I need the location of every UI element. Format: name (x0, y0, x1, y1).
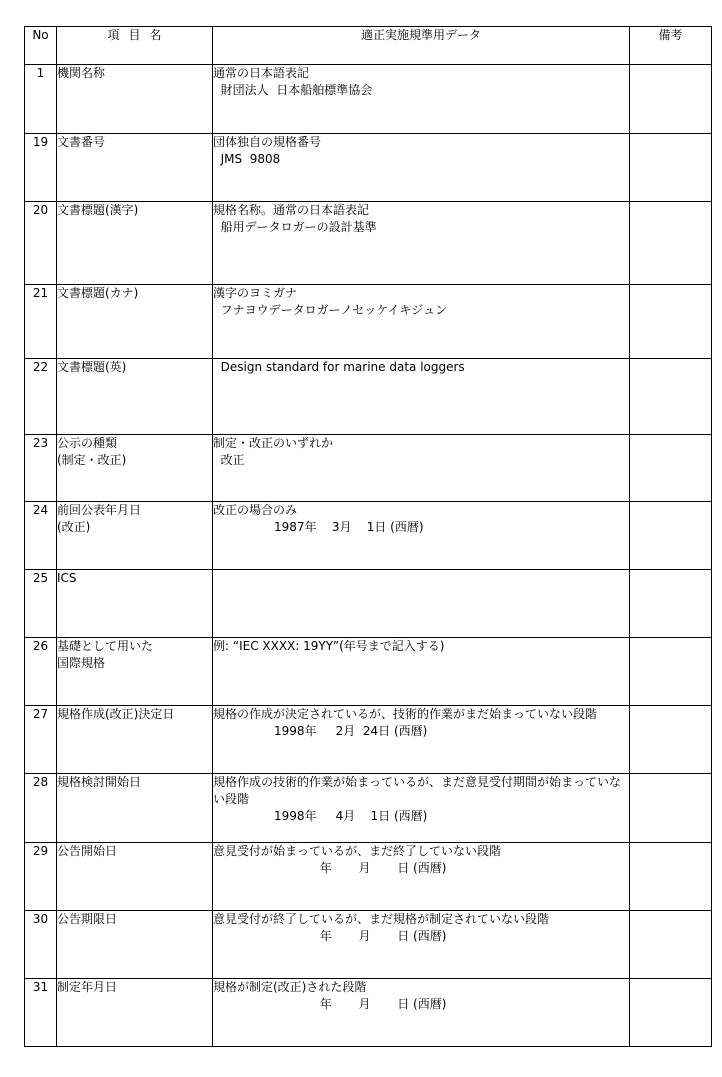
data-line: 年 月 日 (西暦) (213, 861, 447, 875)
item-line: 文書標題(カナ) (57, 286, 139, 300)
table-header-row (25, 27, 712, 65)
row-number: 31 (25, 979, 57, 1047)
row-data (213, 570, 630, 638)
item-line: 文書標題(漢字) (57, 203, 139, 217)
item-line: 国際規格 (57, 656, 106, 670)
row-note (630, 202, 712, 285)
row-data (213, 979, 630, 1047)
row-data (213, 502, 630, 570)
row-item (57, 202, 213, 285)
table-row (25, 502, 712, 570)
row-item (57, 843, 213, 911)
row-number: 28 (25, 774, 57, 843)
item-line: 基礎として用いた (57, 639, 154, 653)
row-note (630, 435, 712, 502)
row-note (630, 65, 712, 134)
header-item-label: 項目名 (107, 28, 171, 42)
row-note (630, 979, 712, 1047)
row-number: 1 (25, 65, 57, 134)
data-line: 団体独自の規格番号 (213, 135, 322, 149)
table-row (25, 774, 712, 843)
row-number: 30 (25, 911, 57, 979)
data-line: 規格名称。通常の日本語表記 (213, 203, 370, 217)
data-line: 通常の日本語表記 (213, 66, 310, 80)
item-line: ICS (57, 571, 77, 585)
row-number: 23 (25, 435, 57, 502)
item-line: 機関名称 (57, 66, 106, 80)
row-number: 27 (25, 706, 57, 774)
data-line: 年 月 日 (西暦) (213, 929, 447, 943)
row-data (213, 706, 630, 774)
row-number: 21 (25, 285, 57, 359)
row-data (213, 65, 630, 134)
header-data: 適正実施規準用データ (213, 27, 630, 65)
data-line: 意見受付が始まっているが、まだ終了していない段階 (213, 844, 502, 858)
row-item (57, 911, 213, 979)
row-number: 25 (25, 570, 57, 638)
table-row (25, 202, 712, 285)
data-line: 年 月 日 (西暦) (213, 997, 447, 1011)
table-row (25, 843, 712, 911)
item-line: 文書番号 (57, 135, 106, 149)
row-data (213, 638, 630, 706)
row-item (57, 359, 213, 435)
row-note (630, 706, 712, 774)
row-number: 19 (25, 134, 57, 202)
table-row (25, 706, 712, 774)
data-line: JMS 9808 (213, 152, 281, 166)
item-line: 文書標題(英) (57, 360, 127, 374)
row-note (630, 774, 712, 843)
data-line: 規格が制定(改正)された段階 (213, 980, 367, 994)
row-number: 22 (25, 359, 57, 435)
row-item (57, 435, 213, 502)
row-note (630, 134, 712, 202)
item-line: (制定・改正) (57, 453, 127, 467)
row-number: 29 (25, 843, 57, 911)
data-line: 1998年 2月 24日 (西暦) (213, 724, 428, 738)
row-note (630, 502, 712, 570)
data-line: 例: “IEC XXXX: 19YY”(年号まで記入する) (213, 639, 445, 653)
row-item (57, 979, 213, 1047)
data-line: 漢字のヨミガナ (213, 286, 298, 300)
table-row (25, 285, 712, 359)
row-note (630, 359, 712, 435)
item-line: 規格作成(改正)決定日 (57, 707, 175, 721)
table-row (25, 979, 712, 1047)
row-data (213, 359, 630, 435)
item-line: 規格検討開始日 (57, 775, 142, 789)
row-item (57, 285, 213, 359)
row-note (630, 285, 712, 359)
row-number: 24 (25, 502, 57, 570)
row-item (57, 502, 213, 570)
item-line: 前回公表年月日 (57, 503, 142, 517)
row-data (213, 435, 630, 502)
row-item (57, 706, 213, 774)
data-line: 改正の場合のみ (213, 503, 298, 517)
header-item (57, 27, 213, 65)
row-number: 26 (25, 638, 57, 706)
row-note (630, 570, 712, 638)
data-line: 船用データロガーの設計基準 (213, 220, 377, 234)
row-data (213, 774, 630, 843)
row-data (213, 911, 630, 979)
item-line: 公告開始日 (57, 844, 118, 858)
row-item (57, 134, 213, 202)
table-row (25, 359, 712, 435)
standards-data-table (24, 26, 712, 1047)
data-line: 制定・改正のいずれか (213, 436, 334, 450)
row-data (213, 285, 630, 359)
table-row (25, 65, 712, 134)
header-note: 備考 (630, 27, 712, 65)
row-data (213, 202, 630, 285)
row-number: 20 (25, 202, 57, 285)
row-item (57, 570, 213, 638)
data-line: 財団法人 日本船舶標準協会 (213, 83, 373, 97)
header-no: No (25, 27, 57, 65)
row-item (57, 65, 213, 134)
row-data (213, 843, 630, 911)
table-row (25, 435, 712, 502)
data-line: 1987年 3月 1日 (西暦) (213, 520, 424, 534)
item-line: 公告期限日 (57, 912, 118, 926)
data-line: 1998年 4月 1日 (西暦) (213, 809, 428, 823)
item-line: 制定年月日 (57, 980, 118, 994)
data-line: 改正 (213, 453, 245, 467)
table-row (25, 570, 712, 638)
item-line: (改正) (57, 520, 91, 534)
row-data (213, 134, 630, 202)
row-note (630, 911, 712, 979)
row-item (57, 774, 213, 843)
row-item (57, 638, 213, 706)
row-note (630, 638, 712, 706)
item-line: 公示の種類 (57, 436, 118, 450)
table-row (25, 638, 712, 706)
data-line: 意見受付が終了しているが、まだ規格が制定されていない段階 (213, 912, 550, 926)
data-line: Design standard for marine data loggers (213, 360, 465, 374)
data-line: フナヨウデータロガーノセッケイキジュン (213, 303, 448, 317)
data-line: 規格作成の技術的作業が始まっているが、まだ意見受付期間が始まっていない段階 (213, 775, 622, 806)
data-line: 規格の作成が決定されているが、技術的作業がまだ始まっていない段階 (213, 707, 598, 721)
row-note (630, 843, 712, 911)
table-row (25, 134, 712, 202)
table-row (25, 911, 712, 979)
